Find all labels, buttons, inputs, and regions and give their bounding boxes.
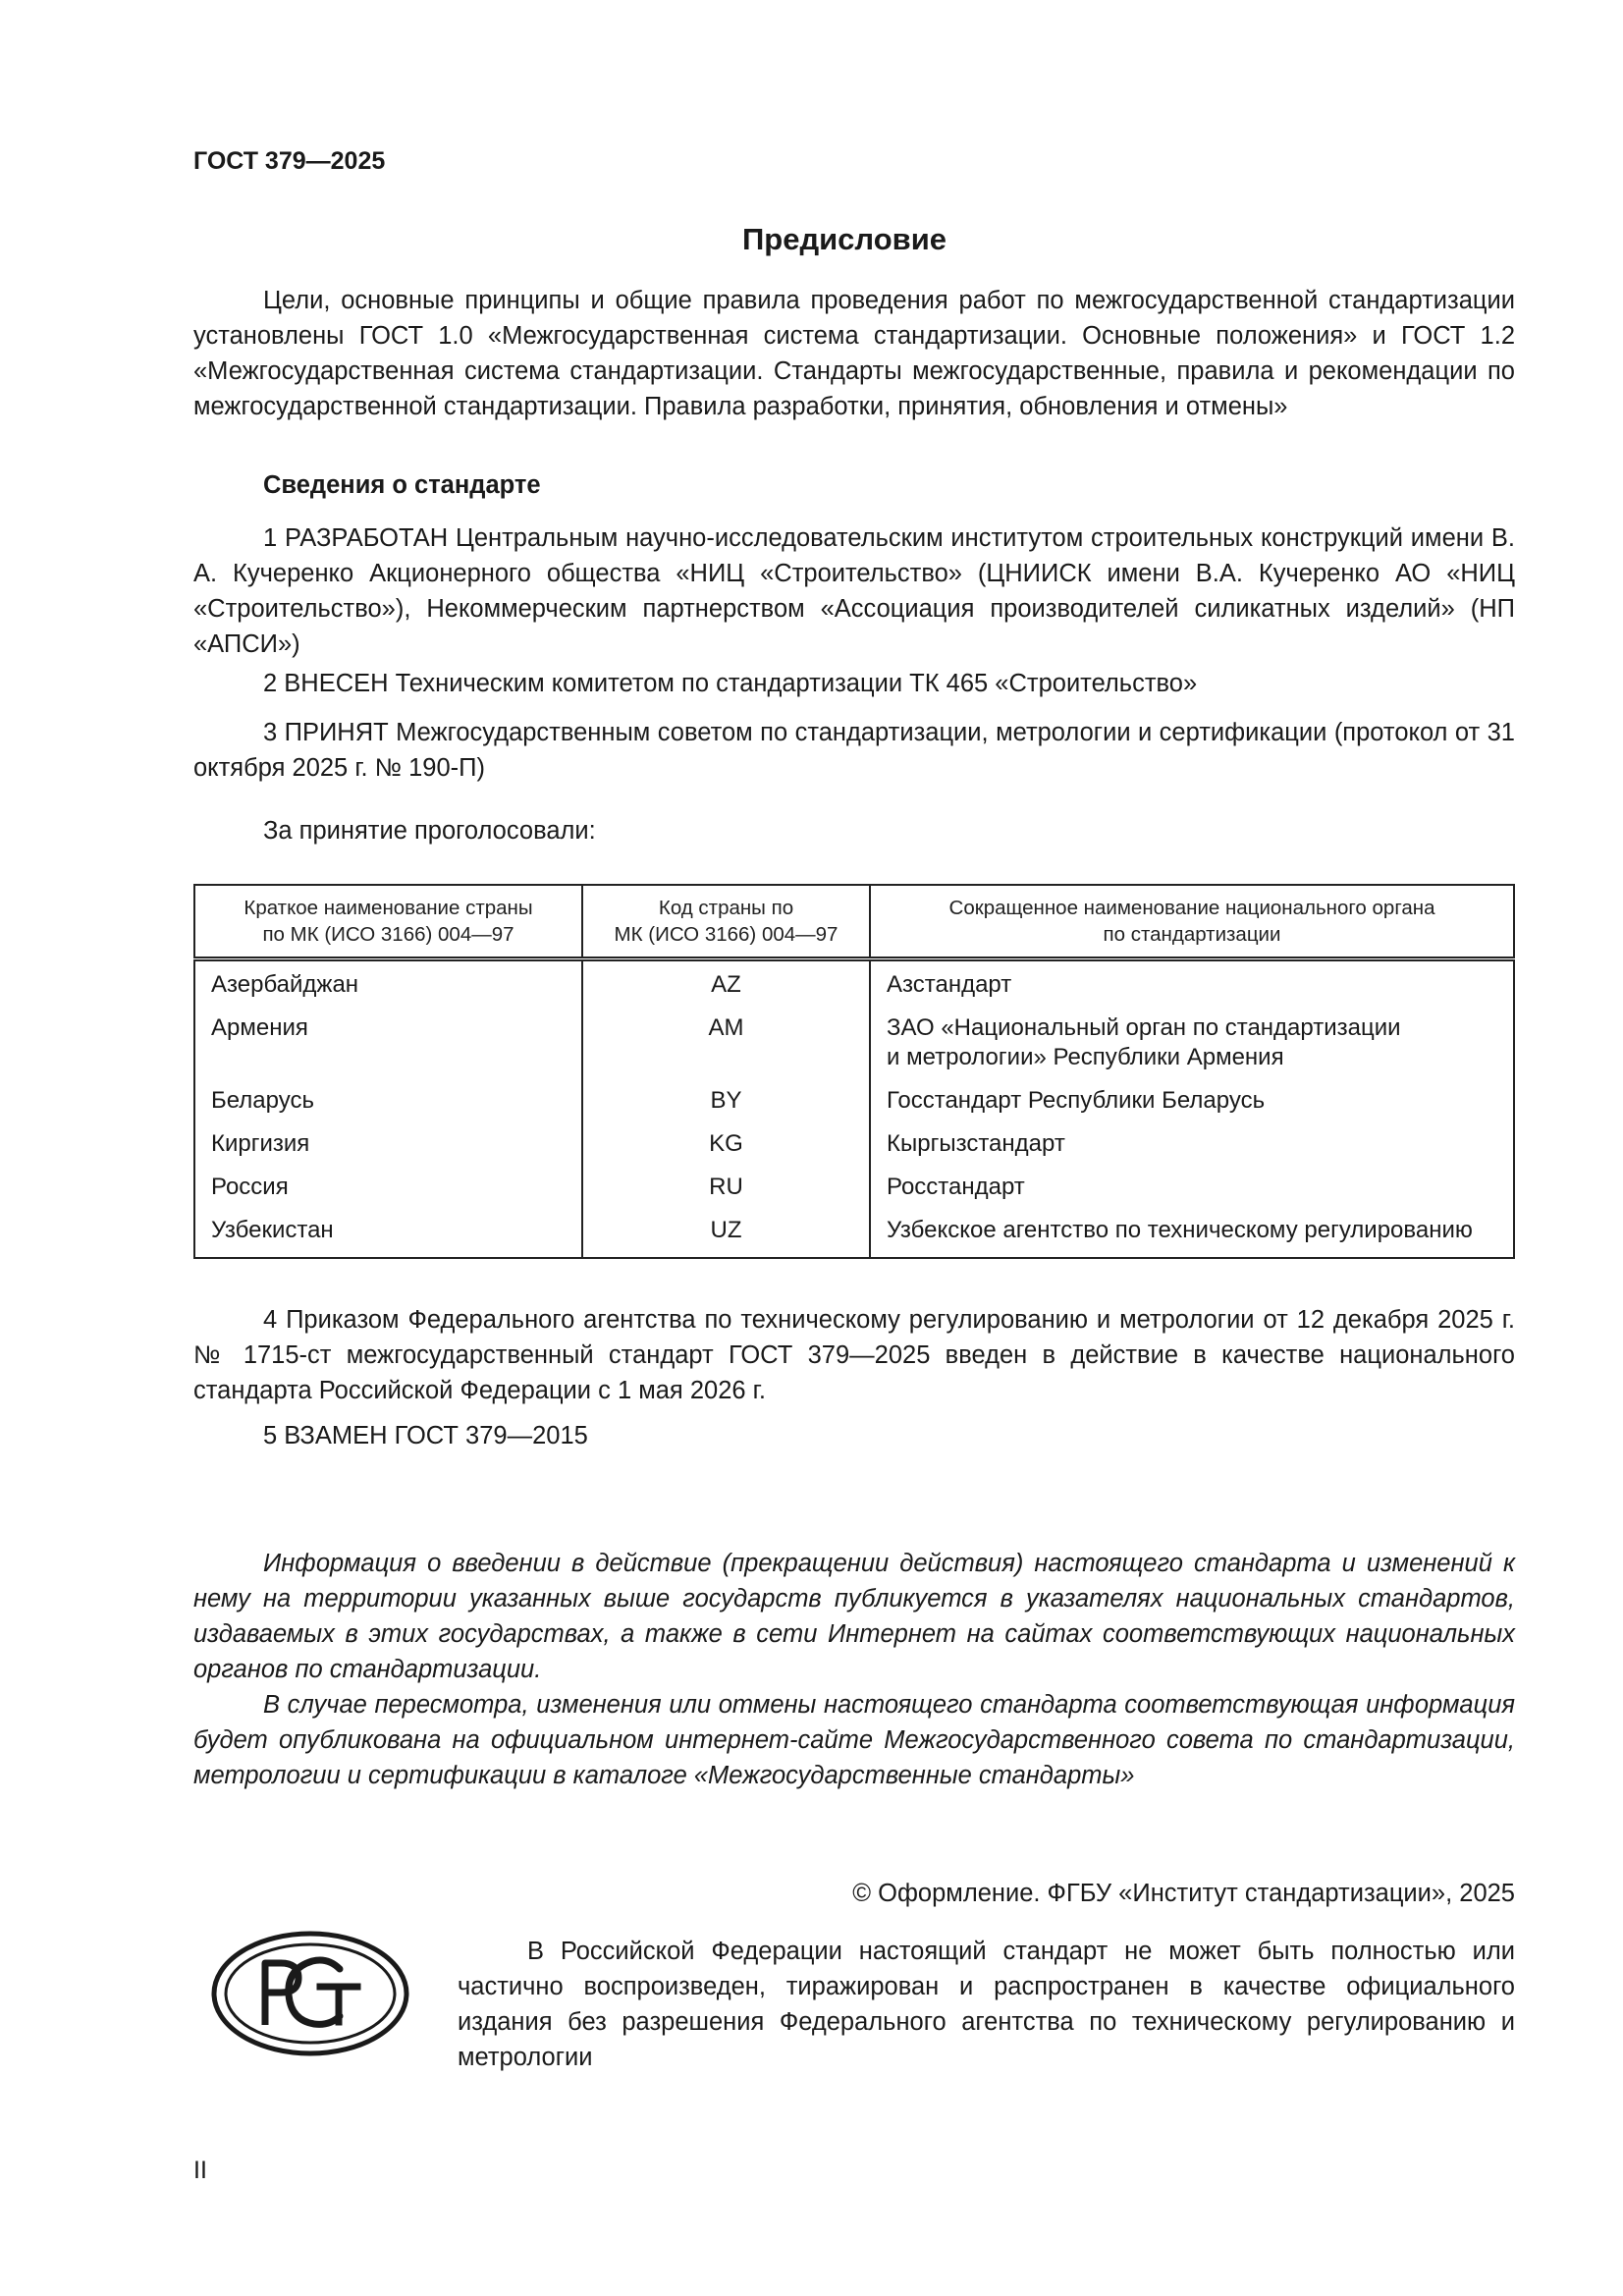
copyright-line: © Оформление. ФГБУ «Институт стандартизации», 2025: [852, 1880, 1515, 1907]
table-row: [194, 1077, 1514, 1121]
intro-paragraph: Цели, основные принципы и общие правила проведения работ по межгосударственной стандартизации установлены ГОСТ 1.0 «Межгосударственная система стандартизации. Основные положения» и ГОСТ 1.2 «Межгосударственная система стандартизации. Стандарты межгосударственные, правила и рекомендации по межгосударственной стандартизации. Правила разработки, принятия, обновления и отмены»: [193, 287, 1515, 420]
item-2-block: [193, 666, 1515, 701]
table-row: [194, 1005, 1514, 1077]
body-line: Росстандарт: [887, 1174, 1025, 1200]
standard-info-heading: Сведения о стандарте: [263, 471, 541, 499]
item-submitted: 2 ВНЕСЕН Техническим комитетом по стандартизации ТК 465 «Строительство»: [263, 670, 1198, 697]
table-row: [194, 1121, 1514, 1164]
page-number: II: [193, 2157, 207, 2184]
body-cell: [870, 1207, 1514, 1258]
vote-caption: За принятие проголосовали:: [263, 817, 596, 845]
body-cell: [870, 1077, 1514, 1121]
intro-section: [193, 283, 1515, 424]
code-cell: RU: [582, 1164, 870, 1207]
body-line: Узбекское агентство по техническому регулированию: [887, 1217, 1473, 1243]
country-cell: Киргизия: [211, 1130, 310, 1157]
body-cell: [870, 1005, 1514, 1077]
code-cell: AZ: [582, 959, 870, 1006]
body-line: и метрологии» Республики Армения: [887, 1044, 1284, 1070]
header-national-body-line1: Сокращенное наименование национального органа: [948, 897, 1435, 919]
header-country-name-line1: Краткое наименование страны: [243, 897, 533, 919]
rst-logo-icon: [210, 1930, 410, 2057]
vote-table: [193, 884, 1515, 1259]
body-line: Кыргызстандарт: [887, 1130, 1065, 1157]
country-cell: Азербайджан: [211, 971, 359, 998]
item-enacted: 4 Приказом Федерального агентства по техническому регулированию и метрологии от 12 декабря 2025 г. № 1715-ст межгосударственный стандарт ГОСТ 379—2025 введен в действие в качестве национального стандарта Российской Федерации с 1 мая 2026 г.: [193, 1306, 1515, 1404]
header-country-name: [194, 885, 582, 959]
body-cell: [870, 959, 1514, 1006]
table-row: [194, 1164, 1514, 1207]
header-national-body: [870, 885, 1514, 959]
country-cell: Беларусь: [211, 1087, 314, 1114]
table-row: [194, 959, 1514, 1006]
header-country-name-line2: по МК (ИСО 3166) 004—97: [262, 923, 514, 946]
body-cell: [870, 1121, 1514, 1164]
header-country-code: [582, 885, 870, 959]
page-title: Предисловие: [741, 222, 947, 256]
header-country-code-line1: Код страны по: [658, 897, 794, 919]
vote-table-header-row: [194, 885, 1514, 959]
body-cell: [870, 1164, 1514, 1207]
item-developed: 1 РАЗРАБОТАН Центральным научно-исследовательским институтом строительных конструкций имени В. А. Кучеренко Акционерного общества «НИЦ «Строительство» (ЦНИИСК имени В.А. Кучеренко АО «НИЦ «Строительство»), Некоммерческим партнерством «Ассоциация производителей силикатных изделий» (НП «АПСИ»): [193, 524, 1515, 658]
document-header-id: ГОСТ 379—2025: [193, 147, 386, 175]
header-country-code-line2: МК (ИСО 3166) 004—97: [614, 923, 839, 946]
restriction-block: [458, 1934, 1515, 2075]
vote-caption-block: [193, 813, 1515, 848]
body-line: ЗАО «Национальный орган по стандартизации: [887, 1014, 1401, 1041]
body-line: Госстандарт Республики Беларусь: [887, 1087, 1266, 1114]
country-cell: Армения: [211, 1014, 308, 1041]
info-paragraph-2: В случае пересмотра, изменения или отмены настоящего стандарта соответствующая информация будет опубликована на официальном интернет-сайте Межгосударственного совета по стандартизации, метрологии и сертификации в каталоге «Межгосударственные стандарты»: [193, 1691, 1515, 1789]
country-cell: Узбекистан: [211, 1217, 334, 1243]
header-national-body-line2: по стандартизации: [1103, 923, 1281, 946]
info-paragraph-1: Информация о введении в действие (прекращении действия) настоящего стандарта и изменений к нему на территории указанных выше государств публикуется в указателях национальных стандартов, издаваемых в этих государствах, а также в сети Интернет на сайтах соответствующих национальных органов по стандартизации.: [193, 1550, 1515, 1683]
item-adopted: 3 ПРИНЯТ Межгосударственным советом по стандартизации, метрологии и сертификации (протокол от 31 октября 2025 г. № 190-П): [193, 719, 1515, 782]
code-cell: UZ: [582, 1207, 870, 1258]
item-1-block: [193, 520, 1515, 662]
item-5-block: [193, 1418, 1515, 1453]
item-4-block: [193, 1302, 1515, 1408]
country-cell: Россия: [211, 1174, 289, 1200]
code-cell: AM: [582, 1005, 870, 1077]
code-cell: BY: [582, 1077, 870, 1121]
item-replaces: 5 ВЗАМЕН ГОСТ 379—2015: [263, 1422, 588, 1449]
standard-info-heading-block: [193, 467, 1515, 503]
code-cell: KG: [582, 1121, 870, 1164]
item-3-block: [193, 715, 1515, 786]
info-section: [193, 1546, 1515, 1793]
table-row: [194, 1207, 1514, 1258]
body-line: Азстандарт: [887, 971, 1012, 998]
restriction-text: В Российской Федерации настоящий стандарт не может быть полностью или частично воспроизведен, тиражирован и распространен в качестве официального издания без разрешения Федерального агентства по техническому регулированию и метрологии: [458, 1938, 1515, 2071]
